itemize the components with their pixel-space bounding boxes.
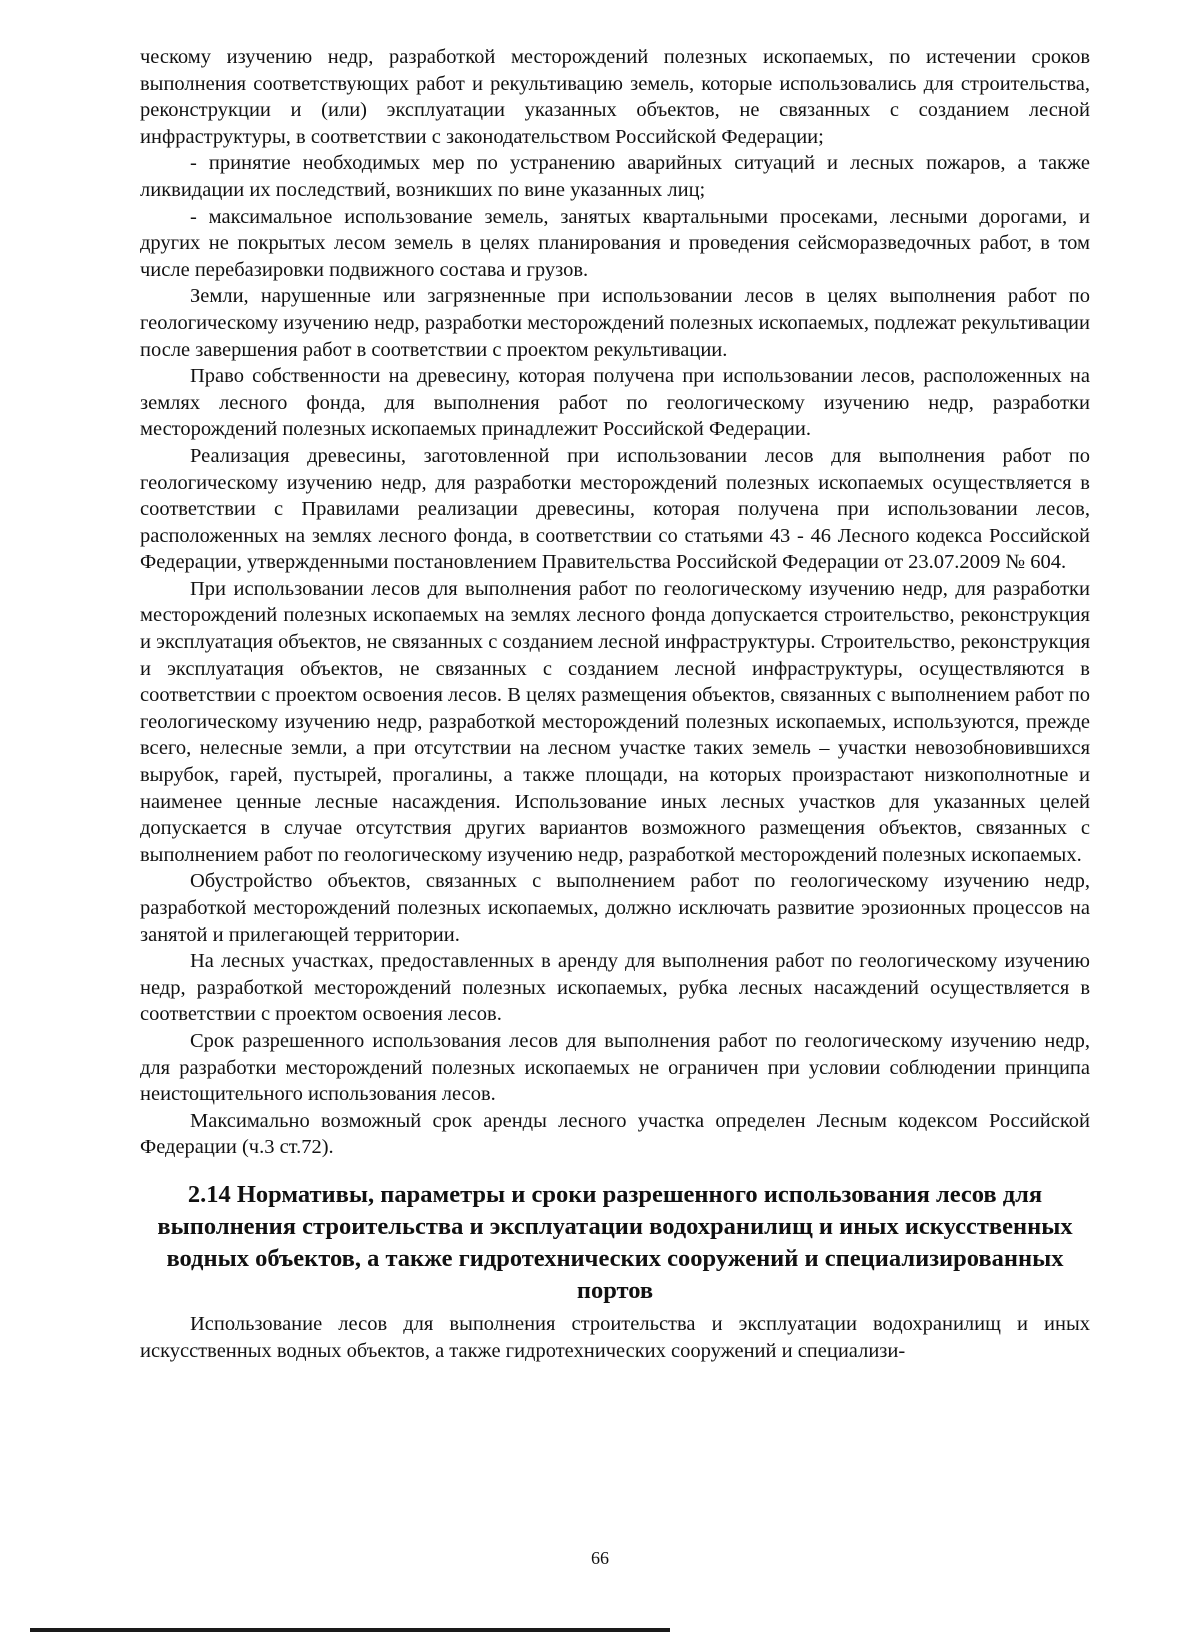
paragraph-wood-ownership: Право собственности на древесину, которая получена при использовании лесов, расположенных на землях лесного фонда, для выполнения работ по геологическому изучению недр, разработки месторождений полезных ископаемых принадлежит Российской Федерации. bbox=[140, 365, 1090, 441]
paragraph-wood-sale: Реализация древесины, заготовленной при использовании лесов для выполнения работ по геологическому изучению недр, для разработки месторождений полезных ископаемых осуществляется в соответствии с Правилами реализации древесины, которая получена при использовании лесов, расположенных на землях лесного фонда, в соответствии со статьями 43 - 46 Лесного кодекса Российской Федерации, утвержденными постановлением Правительства Российской Федерации от 23.07.2009 № 604. bbox=[140, 444, 1090, 574]
document-body bbox=[140, 44, 1090, 1364]
paragraph-lease-term: Максимально возможный срок аренды лесного участка определен Лесным кодексом Российской Федерации (ч.3 ст.72). bbox=[140, 1109, 1090, 1159]
paragraph-continuation: ческому изучению недр, разработкой месторождений полезных ископаемых, по истечении сроков выполнения соответствующих работ и рекультивацию земель, которые использовались для строительства, реконструкции и (или) эксплуатации указанных объектов, не связанных с созданием лесной инфраструктуры, в соответствии с законодательством Российской Федерации; bbox=[140, 46, 1090, 148]
section-heading: 2.14 Нормативы, параметры и сроки разрешенного использования лесов для выполнения строительства и эксплуатации водохранилищ и иных искусственных водных объектов, а также гидротехнических сооружений и специализированных портов bbox=[157, 1180, 1073, 1304]
list-item-emergency-measures: - принятие необходимых мер по устранению аварийных ситуаций и лесных пожаров, а также ликвидации их последствий, возникших по вине указанных лиц; bbox=[140, 152, 1090, 201]
paragraph-felling: На лесных участках, предоставленных в аренду для выполнения работ по геологическому изучению недр, разработкой месторождений полезных ископаемых, рубка лесных насаждений осуществляется в соответствии с проектом освоения лесов. bbox=[140, 950, 1090, 1026]
paragraph-section-intro: Использование лесов для выполнения строительства и эксплуатации водохранилищ и иных искусственных водных объектов, а также гидротехнических сооружений и специализи- bbox=[140, 1312, 1090, 1362]
page-number: 66 bbox=[591, 1548, 609, 1568]
paragraph-land-reclamation: Земли, нарушенные или загрязненные при использовании лесов в целях выполнения работ по геологическому изучению недр, разработки месторождений полезных ископаемых, подлежат рекультивации после завершения работ в соответствии с проектом рекультивации. bbox=[140, 285, 1090, 361]
bottom-rule bbox=[30, 1628, 670, 1632]
paragraph-construction: При использовании лесов для выполнения работ по геологическому изучению недр, для разработки месторождений полезных ископаемых на землях лесного фонда допускается строительство, реконструкция и эксплуатация объектов, не связанных с созданием лесной инфраструктуры. Строительство, реконструкция и эксплуатация объектов, не связанных с созданием лесной инфраструктуры, осуществляются в соответствии с проектом освоения лесов. В целях размещения объектов, связанных с выполнением работ по геологическому изучению недр, разработкой месторождений полезных ископаемых, используются, прежде всего, нелесные земли, а при отсутствии на лесном участке таких земель – участки невозобновившихся вырубок, гарей, пустырей, прогалины, а также площади, на которых произрастают низкополнотные и наименее ценные лесные насаждения. Использование иных лесных участков для указанных целей допускается в случае отсутствия других вариантов возможного размещения объектов, связанных с выполнением работ по геологическому изучению недр, разработкой месторождений полезных ископаемых. bbox=[140, 577, 1090, 866]
paragraph-erosion: Обустройство объектов, связанных с выполнением работ по геологическому изучению недр, разработкой месторождений полезных ископаемых, должно исключать развитие эрозионных процессов на занятой и прилегающей территории. bbox=[140, 870, 1090, 946]
paragraph-term: Срок разрешенного использования лесов для выполнения работ по геологическому изучению недр, для разработки месторождений полезных ископаемых не ограничен при условии соблюдении принципа неистощительного использования лесов. bbox=[140, 1029, 1090, 1106]
list-item-land-usage: - максимальное использование земель, занятых квартальными просеками, лесными дорогами, и других не покрытых лесом земель в целях планирования и проведения сейсморазведочных работ, в том числе перебазировки подвижного состава и грузов. bbox=[140, 205, 1090, 281]
